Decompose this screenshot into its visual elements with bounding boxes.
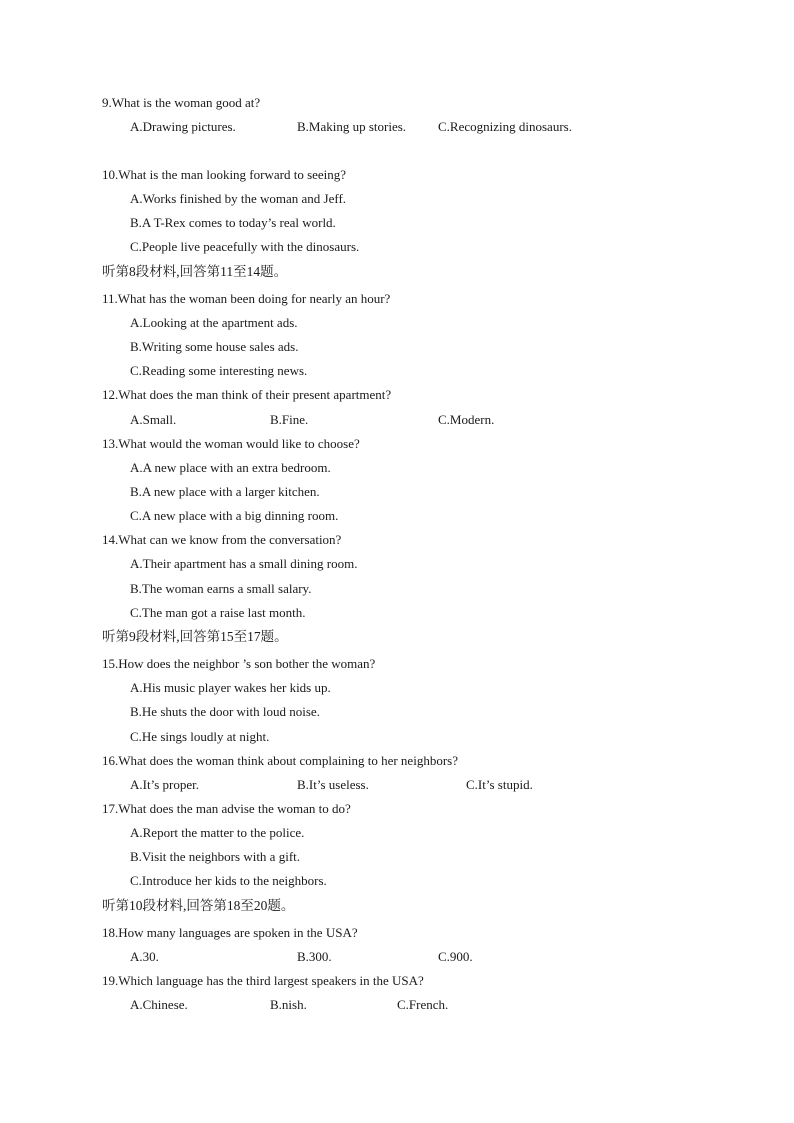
option-14c: C.The man got a raise last month. [130, 605, 306, 620]
option-11b: B.Writing some house sales ads. [130, 339, 299, 354]
option-18c: C.900. [438, 949, 473, 964]
option-9a: A.Drawing pictures. [130, 119, 236, 134]
option-14a: A.Their apartment has a small dining room. [130, 556, 358, 571]
question-10: 10.What is the man looking forward to seeing? [102, 167, 347, 182]
section-heading-10: 听第10段材料,回答第18至20题。 [102, 898, 295, 913]
option-19a: A.Chinese. [130, 997, 188, 1012]
question-15: 15.How does the neighbor ’s son bother the woman? [102, 656, 376, 671]
option-11a: A.Looking at the apartment ads. [130, 315, 298, 330]
option-9c: C.Recognizing dinosaurs. [438, 119, 572, 134]
option-10c: C.People live peacefully with the dinosaurs. [130, 239, 360, 254]
option-16a: A.It’s proper. [130, 777, 199, 792]
option-15a: A.His music player wakes her kids up. [130, 680, 331, 695]
option-17a: A.Report the matter to the police. [130, 825, 305, 840]
question-19: 19.Which language has the third largest speakers in the USA? [102, 973, 424, 988]
option-12c: C.Modern. [438, 412, 495, 427]
option-18b: B.300. [297, 949, 332, 964]
question-11: 11.What has the woman been doing for nearly an hour? [102, 291, 391, 306]
option-12a: A.Small. [130, 412, 177, 427]
option-12b: B.Fine. [270, 412, 309, 427]
question-12: 12.What does the man think of their present apartment? [102, 387, 392, 402]
option-17b: B.Visit the neighbors with a gift. [130, 849, 301, 864]
option-18a: A.30. [130, 949, 159, 964]
option-10b: B.A T-Rex comes to today’s real world. [130, 215, 336, 230]
question-9: 9.What is the woman good at? [102, 95, 261, 110]
question-18: 18.How many languages are spoken in the USA? [102, 925, 358, 940]
option-15b: B.He shuts the door with loud noise. [130, 704, 320, 719]
question-14: 14.What can we know from the conversation? [102, 532, 342, 547]
option-14b: B.The woman earns a small salary. [130, 581, 312, 596]
option-11c: C.Reading some interesting news. [130, 363, 308, 378]
section-heading-9: 听第9段材料,回答第15至17题。 [102, 629, 288, 644]
option-17c: C.Introduce her kids to the neighbors. [130, 873, 327, 888]
option-15c: C.He sings loudly at night. [130, 729, 270, 744]
question-17: 17.What does the man advise the woman to do? [102, 801, 351, 816]
section-heading-8: 听第8段材料,回答第11至14题。 [102, 264, 288, 279]
option-10a: A.Works finished by the woman and Jeff. [130, 191, 347, 206]
option-13c: C.A new place with a big dinning room. [130, 508, 339, 523]
option-19c: C.French. [397, 997, 449, 1012]
option-16b: B.It’s useless. [297, 777, 369, 792]
option-13a: A.A new place with an extra bedroom. [130, 460, 331, 475]
question-16: 16.What does the woman think about complaining to her neighbors? [102, 753, 458, 768]
question-13: 13.What would the woman would like to choose? [102, 436, 360, 451]
option-13b: B.A new place with a larger kitchen. [130, 484, 320, 499]
option-16c: C.It’s stupid. [466, 777, 533, 792]
option-19b: B.nish. [270, 997, 307, 1012]
option-9b: B.Making up stories. [297, 119, 407, 134]
